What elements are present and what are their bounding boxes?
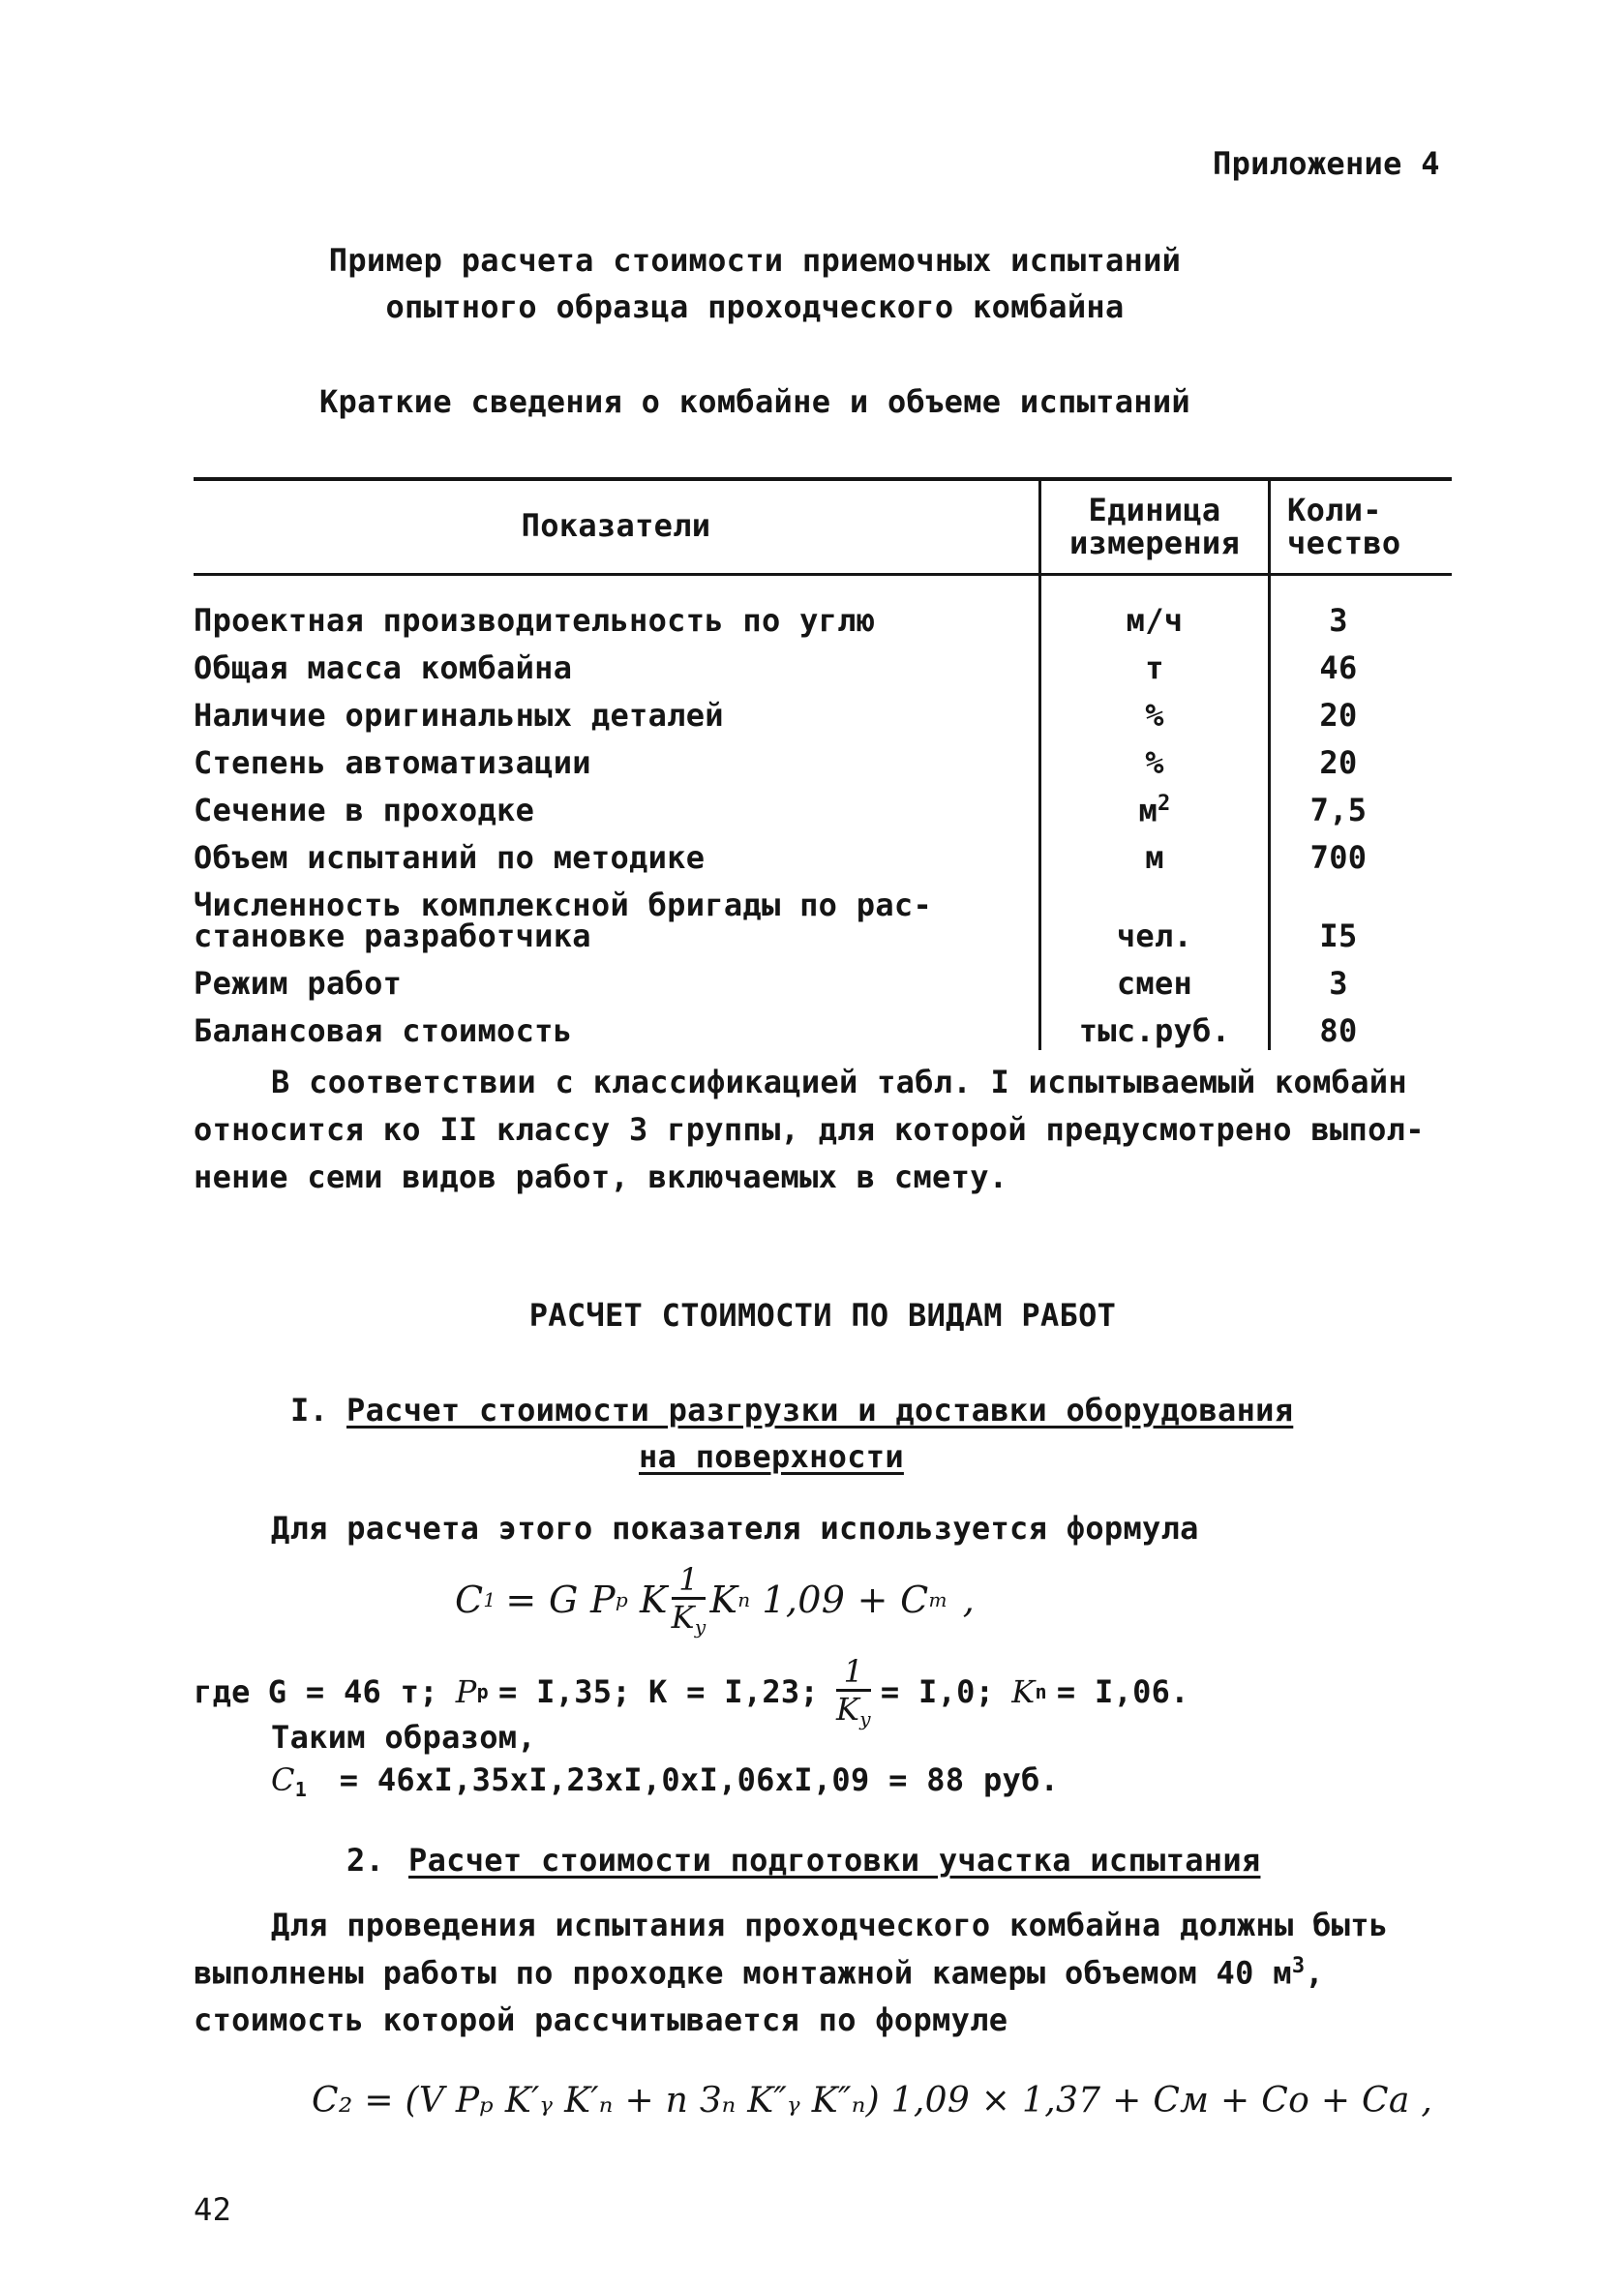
row-unit: м	[1145, 839, 1164, 876]
row-qty: 700	[1309, 839, 1368, 876]
where-pp-sub: p	[476, 1680, 489, 1703]
table-header-rule	[194, 573, 1452, 576]
result-c1-lhs: C	[271, 1761, 295, 1798]
fraction-numerator: 1	[672, 1564, 707, 1600]
where-pp: P	[455, 1673, 477, 1710]
section-heading: РАСЧЕТ СТОИМОСТИ ПО ВИДАМ РАБОТ	[528, 1297, 1117, 1334]
result-c1-expression: = 46xI,35xI,23xI,0xI,06xI,09 = 88 руб.	[339, 1761, 1060, 1798]
where-kn: K	[1011, 1673, 1036, 1710]
fraction-denominator-sub: y	[694, 1614, 707, 1639]
fraction-denominator-base: K	[836, 1690, 860, 1728]
thus-text: Таким образом,	[271, 1719, 536, 1756]
section-1-title-line-1: Расчет стоимости разгрузки и доставки оборудования	[346, 1392, 1294, 1429]
row-unit: тыс.руб.	[1078, 1012, 1231, 1049]
where-label: где	[194, 1673, 251, 1710]
formula-c1-kn: K	[709, 1579, 738, 1621]
row-unit-exponent: 2	[1158, 792, 1171, 816]
formula-c1-comma: ,	[962, 1579, 976, 1621]
row-name: Общая масса комбайна	[194, 649, 573, 686]
header-unit-line-2: измерения	[1068, 525, 1241, 561]
result-c1	[271, 1761, 1059, 1801]
row-name: Режим работ	[194, 965, 403, 1002]
table-caption: Краткие сведения о комбайне и объеме испытаний	[318, 383, 1191, 420]
where-fraction	[836, 1652, 871, 1730]
section-1-intro: Для расчета этого показателя используется формула	[271, 1510, 1199, 1547]
row-unit: чел.	[1116, 917, 1193, 954]
header-indicator: Показатели	[521, 507, 711, 544]
formula-c1-tail: 1,09 + C	[762, 1579, 929, 1621]
section-2-number: 2.	[346, 1842, 385, 1879]
fraction-denominator-sub: y	[859, 1706, 871, 1730]
formula-c1-part1: = G P	[505, 1579, 616, 1621]
paragraph-1-line-2: относится ко II классу 3 группы, для которой предусмотрено выпол-	[194, 1111, 1425, 1148]
where-fraction-value: = I,0;	[880, 1673, 995, 1710]
section-2-line-2-exponent: 3	[1291, 1954, 1306, 1978]
section-2-line-2-comma: ,	[1305, 1954, 1324, 1992]
row-qty: I5	[1319, 917, 1358, 954]
row-qty: 80	[1319, 1012, 1358, 1049]
row-qty: 3	[1329, 965, 1348, 1002]
title-line-1: Пример расчета стоимости приемочных испытаний	[328, 242, 1182, 279]
row-name: Объем испытаний по методике	[194, 839, 706, 876]
row-name: Наличие оригинальных деталей	[194, 697, 724, 734]
formula-c2: C₂ = (V Pₚ K′ᵧ K′ₙ + n Зₙ K″ᵧ K″ₙ) 1,09 × 1,37 + Cм + Cо + Cа ,	[312, 2081, 1433, 2121]
formula-c1-fraction	[671, 1560, 707, 1639]
row-name-line-1: Численность комплексной бригады по рас-	[194, 887, 933, 923]
section-1-number: I.	[290, 1392, 329, 1429]
formula-c1-kn-sub: n	[737, 1588, 751, 1611]
row-name: Проектная производительность по углю	[194, 602, 876, 639]
appendix-label: Приложение 4	[1213, 145, 1440, 182]
row-name: Степень автоматизации	[194, 744, 591, 781]
paragraph-1-line-3: нение семи видов работ, включаемых в смету.	[194, 1158, 1008, 1195]
fraction-denominator-base: K	[671, 1598, 695, 1636]
section-2-line-1: Для проведения испытания проходческого комбайна должны быть	[271, 1907, 1389, 1943]
section-2-title: Расчет стоимости подготовки участка испытания	[408, 1842, 1261, 1879]
row-qty: 20	[1319, 697, 1358, 734]
fraction-denominator	[836, 1692, 871, 1729]
section-1-title-line-2: на поверхности	[639, 1438, 904, 1475]
header-qty-line-1: Коли-	[1287, 492, 1382, 528]
fraction-numerator: 1	[836, 1656, 871, 1692]
row-unit: %	[1145, 744, 1164, 781]
row-name-line-2: становке разработчика	[194, 917, 591, 954]
paragraph-1-line-1: В соответствии с классификацией табл. I испытываемый комбайн	[271, 1064, 1407, 1100]
row-name: Сечение в проходке	[194, 792, 535, 828]
section-2-line-2-text: выполнены работы по проходке монтажной камеры объемом 40 м	[194, 1954, 1292, 1992]
formula-c1	[455, 1556, 975, 1643]
where-k: K = I,23;	[647, 1673, 820, 1710]
row-qty: 7,5	[1309, 792, 1368, 828]
row-qty: 3	[1329, 602, 1348, 639]
formula-c1-lhs: C	[455, 1579, 484, 1621]
formula-c1-k: K	[639, 1579, 668, 1621]
row-unit: смен	[1116, 965, 1193, 1002]
row-name: Балансовая стоимость	[194, 1012, 573, 1049]
title-line-2: опытного образца проходческого комбайна	[385, 288, 1125, 325]
row-unit-base: м	[1138, 792, 1158, 829]
row-unit: м/ч	[1126, 602, 1184, 639]
row-qty: 46	[1319, 649, 1358, 686]
table-top-rule	[194, 477, 1452, 481]
header-unit-line-1: Единица	[1088, 492, 1221, 528]
formula-c1-tail-sub: т	[928, 1588, 947, 1611]
where-pp-value: = I,35;	[497, 1673, 631, 1710]
formula-c1-part1-sub: p	[615, 1588, 628, 1611]
where-g: G = 46 т;	[267, 1673, 438, 1710]
section-2-line-3: стоимость которой рассчитывается по формуле	[194, 2001, 1008, 2038]
section-2-line-2	[194, 1954, 1324, 1992]
result-c1-lhs-sub: 1	[294, 1778, 308, 1801]
header-qty-line-2: чество	[1287, 525, 1401, 561]
where-kn-sub: n	[1035, 1680, 1047, 1703]
row-unit: %	[1145, 697, 1164, 734]
row-unit: т	[1145, 649, 1164, 686]
page-number: 42	[194, 2191, 232, 2228]
fraction-denominator	[672, 1600, 707, 1637]
row-unit	[1041, 792, 1268, 829]
where-kn-value: = I,06.	[1056, 1673, 1189, 1710]
formula-c1-lhs-sub: 1	[483, 1588, 496, 1611]
row-qty: 20	[1319, 744, 1358, 781]
